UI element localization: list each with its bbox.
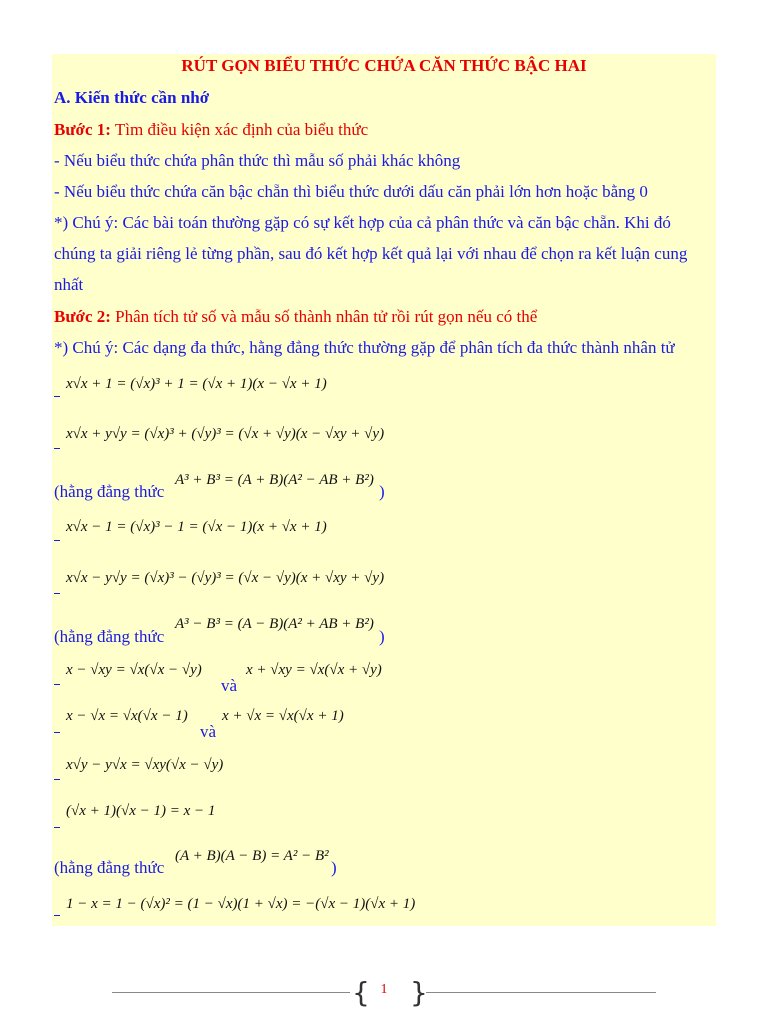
bullet-dash <box>54 779 60 780</box>
formula-factor-sqrt-xy-plus: x + √xy = √x(√x + √y) <box>246 662 382 678</box>
note1-line2: chúng ta giải riêng lẻ từng phần, sau đó kết hợp kết quả lại với nhau để chọn ra kết luận cung <box>54 244 688 263</box>
bullet-dash <box>54 448 60 449</box>
footer-brace-right: } <box>410 976 428 1009</box>
step2-text: Phân tích tử số và mẫu số thành nhân tử rồi rút gọn nếu có thể <box>110 307 538 326</box>
section-heading-a: A. Kiến thức cần nhớ <box>54 88 210 107</box>
note1-line3: nhất <box>54 275 84 294</box>
formula-sum-cubes-1: x√x + 1 = (√x)³ + 1 = (√x + 1)(x − √x + 1) <box>66 376 327 392</box>
identity-label-1 <box>54 482 164 502</box>
step1-label: Bước 1: <box>54 120 111 139</box>
step2-line <box>54 307 537 327</box>
bullet-dash <box>54 540 60 541</box>
identity-label-3 <box>54 858 164 878</box>
bullet-dash <box>54 593 60 594</box>
identity-sum-cubes: A³ + B³ = (A + B)(A² − AB + B²) <box>175 472 374 488</box>
page-title: RÚT GỌN BIỂU THỨC CHỨA CĂN THỨC BẬC HAI <box>181 56 587 75</box>
formula-diff-cubes-1: x√x − 1 = (√x)³ − 1 = (√x − 1)(x + √x + 1) <box>66 519 327 535</box>
note2-line: *) Chú ý: Các dạng đa thức, hằng đẳng thức thường gặp để phân tích đa thức thành nhân tử <box>54 338 675 357</box>
page-number: 1 <box>380 982 388 997</box>
step2-label: Bước 2: <box>54 307 111 326</box>
formula-diff-cubes-xy: x√x − y√y = (√x)³ − (√y)³ = (√x − √y)(x + √xy + √y) <box>66 570 385 586</box>
step1-text: Tìm điều kiện xác định của biểu thức <box>110 120 369 139</box>
identity-close: ) <box>379 482 385 501</box>
identity-open: (hằng đẳng thức <box>54 858 165 877</box>
identity-open: (hằng đẳng thức <box>54 482 165 501</box>
formula-factor-sqrt-xy-minus: x − √xy = √x(√x − √y) <box>66 662 202 678</box>
formula-factor-sqrt-xy: x√y − y√x = √xy(√x − √y) <box>66 757 224 773</box>
note1-line1: *) Chú ý: Các bài toán thường gặp có sự kết hợp của cả phân thức và căn bậc chẵn. Khi đó <box>54 213 671 232</box>
rule-fraction: - Nếu biểu thức chứa phân thức thì mẫu số phải khác không <box>54 151 461 170</box>
bullet-dash <box>54 915 60 916</box>
rule-even-root: - Nếu biểu thức chứa căn bậc chẵn thì biểu thức dưới dấu căn phải lớn hơn hoặc bằng 0 <box>54 182 648 201</box>
identity-open: (hằng đẳng thức <box>54 627 165 646</box>
bullet-dash <box>54 827 60 828</box>
formula-sum-cubes-xy: x√x + y√y = (√x)³ + (√y)³ = (√x + √y)(x − √xy + √y) <box>66 426 385 442</box>
identity-close: ) <box>331 858 337 877</box>
bullet-dash <box>54 396 60 397</box>
formula-diff-squares-x: (√x + 1)(√x − 1) = x − 1 <box>66 803 216 819</box>
footer-brace-left: { <box>352 976 370 1009</box>
identity-diff-squares: (A + B)(A − B) = A² − B² <box>175 848 329 864</box>
formula-factor-sqrt-x-plus: x + √x = √x(√x + 1) <box>222 708 344 724</box>
bullet-dash <box>54 684 60 685</box>
step1-line <box>54 120 368 140</box>
formula-factor-sqrt-x-minus: x − √x = √x(√x − 1) <box>66 708 188 724</box>
and-word: và <box>221 676 238 695</box>
and-word: và <box>200 722 217 741</box>
identity-label-2 <box>54 627 164 647</box>
identity-close: ) <box>379 627 385 646</box>
formula-one-minus-x: 1 − x = 1 − (√x)² = (1 − √x)(1 + √x) = −(√x − 1)(√x + 1) <box>66 896 416 912</box>
bullet-dash <box>54 732 60 733</box>
identity-diff-cubes: A³ − B³ = (A − B)(A² + AB + B²) <box>175 616 374 632</box>
